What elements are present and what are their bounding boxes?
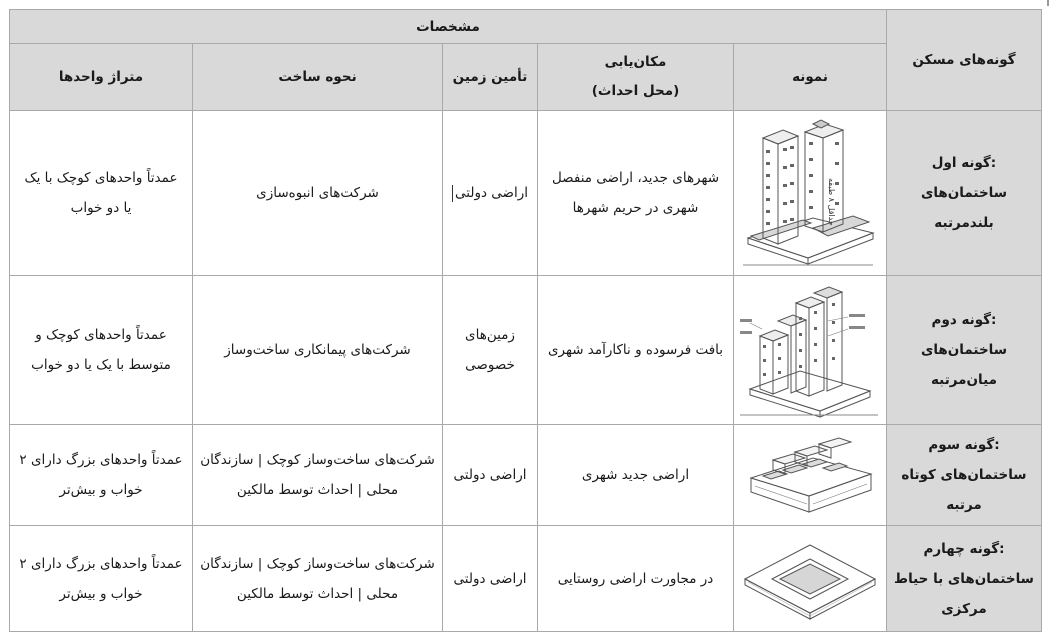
specs-group-label: مشخصات (416, 18, 480, 35)
text-cursor (452, 185, 453, 202)
housing-type-cell (887, 526, 1042, 632)
area-column-label: متراژ واحدها (58, 69, 144, 85)
sample-image-cell (734, 425, 887, 526)
housing-type-label: گونه اول: (931, 155, 997, 171)
housing-type-label: گونه سوم: (928, 437, 1000, 453)
table-row (10, 111, 1042, 276)
area-text-line: عمدتاً واحدهای کوچک با یک (24, 170, 178, 186)
land-text-line: اراضی دولتی (453, 467, 527, 483)
table-row (10, 526, 1042, 632)
land-text-line: زمین‌های (465, 327, 515, 343)
location-text-line: اراضی جدید شهری (581, 467, 690, 483)
type-column-label: گونه‌های مسکن (912, 52, 1016, 68)
housing-type-label: مرکزی (941, 600, 987, 617)
housing-type-label: گونه دوم: (931, 312, 997, 328)
construction-text-line: محلی | احداث توسط مالکین (236, 585, 399, 602)
specs-group-header (10, 10, 887, 44)
construction-column-header (193, 44, 443, 111)
table-row (10, 425, 1042, 526)
housing-type-label: مرتبه (946, 497, 982, 513)
area-cell (10, 276, 193, 425)
mid-rise-building-sketch-icon (740, 281, 880, 419)
area-text-line: خواب و بیش‌تر (59, 585, 143, 602)
land-text-line: اراضی دولتی (453, 570, 527, 587)
location-column-label: مکان‌یابی (604, 54, 667, 70)
area-text-line: عمدتاً واحدهای بزرگ دارای ۲ (19, 452, 183, 468)
construction-cell (193, 425, 443, 526)
location-text-line: شهرهای جدید، اراضی منفصل (551, 170, 720, 186)
header-row-group (10, 10, 1042, 44)
land-cell (443, 111, 538, 276)
housing-type-label: میان‌مرتبه (931, 372, 997, 388)
sketch-label: حداقل ۸ طبقه (826, 178, 836, 226)
construction-text-line: شرکت‌های انبوه‌سازی (256, 185, 379, 201)
location-cell (538, 111, 734, 276)
table-row (10, 276, 1042, 425)
land-cell (443, 425, 538, 526)
area-cell (10, 425, 193, 526)
housing-type-label: ساختمان‌های با حیاط (894, 570, 1034, 587)
sample-column-label: نمونه (792, 69, 828, 85)
sample-column-header (734, 44, 887, 111)
land-cell (443, 526, 538, 632)
housing-type-label: ساختمان‌های (920, 342, 1008, 358)
housing-type-label: بلندمرتبه (934, 215, 994, 231)
location-column-sublabel: (محل احداث) (591, 83, 680, 99)
construction-text-line: شرکت‌های ساخت‌وساز کوچک | سازندگان (200, 452, 435, 468)
construction-text-line: شرکت‌های ساخت‌وساز کوچک | سازندگان (200, 555, 435, 572)
land-column-header (443, 44, 538, 111)
area-cell (10, 526, 193, 632)
land-text-line: خصوصی (465, 357, 515, 373)
area-text-line: عمدتاً واحدهای کوچک و (35, 327, 167, 343)
high-rise-building-sketch-icon (743, 118, 878, 268)
location-text-line: در مجاورت اراضی روستایی (557, 570, 714, 587)
area-cell (10, 111, 193, 276)
location-text-line: شهری در حریم شهرها (572, 200, 699, 216)
location-cell (538, 425, 734, 526)
construction-cell (193, 111, 443, 276)
sample-image-cell (734, 526, 887, 632)
area-column-header (10, 44, 193, 111)
housing-type-cell (887, 276, 1042, 425)
land-cell (443, 276, 538, 425)
housing-type-label: گونه چهارم: (923, 540, 1005, 557)
housing-type-label: ساختمان‌های کوتاه (901, 467, 1027, 483)
location-column-header (538, 44, 734, 111)
land-text-line: اراضی دولتی (455, 185, 528, 201)
housing-type-cell (887, 425, 1042, 526)
housing-types-table (9, 9, 1042, 632)
housing-type-cell (887, 111, 1042, 276)
sample-image-cell (734, 111, 887, 276)
housing-type-label: ساختمان‌های (920, 185, 1008, 201)
area-text-line: خواب و بیش‌تر (59, 482, 143, 498)
location-cell (538, 276, 734, 425)
land-column-label: تأمین زمین (452, 69, 528, 85)
construction-text-line: محلی | احداث توسط مالکین (236, 482, 399, 498)
construction-column-label: نحوه ساخت (278, 69, 357, 85)
type-column-header (887, 10, 1042, 111)
low-rise-building-sketch-icon (743, 430, 878, 520)
location-cell (538, 526, 734, 632)
location-text-line: بافت فرسوده و ناکارآمد شهری (547, 342, 724, 358)
construction-cell (193, 276, 443, 425)
sample-image-cell (734, 276, 887, 425)
construction-cell (193, 526, 443, 632)
area-text-line: متوسط با یک یا دو خواب (31, 357, 171, 373)
area-text-line: یا دو خواب (70, 200, 132, 216)
construction-text-line: شرکت‌های پیمانکاری ساخت‌وساز (224, 342, 411, 358)
courtyard-building-sketch-icon (740, 531, 880, 627)
area-text-line: عمدتاً واحدهای بزرگ دارای ۲ (19, 555, 183, 572)
